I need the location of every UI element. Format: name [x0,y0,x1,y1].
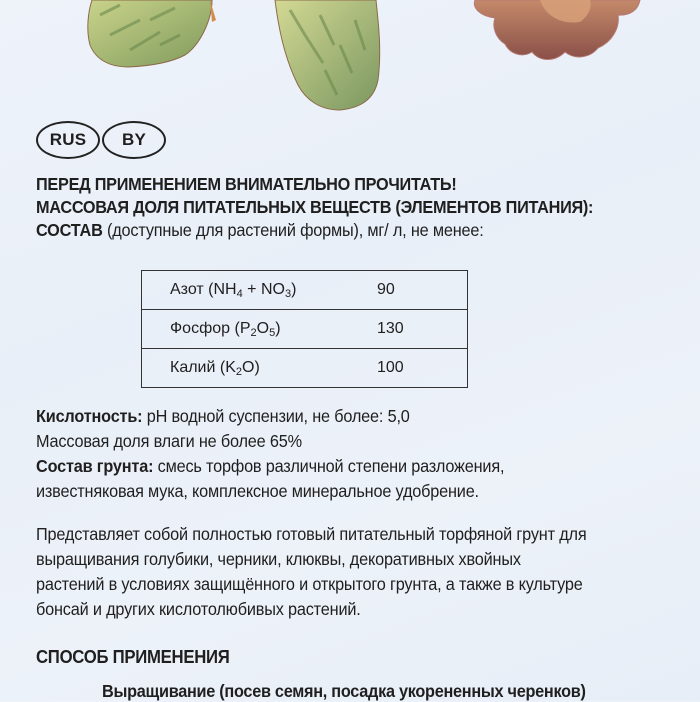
nutrient-table [141,270,468,388]
description-line: бонсай и других кислотолюбивых растений. [36,599,361,619]
usage-subheading: Выращивание (посев семян, посадка укорененных черенков) [102,681,586,701]
description-line: Представляет собой полностью готовый питательный торфяной грунт для [36,524,587,544]
soil-value: смесь торфов различной степени разложения, [153,456,505,476]
nutrient-value: 100 [377,349,468,388]
warning-heading: ПЕРЕД ПРИМЕНЕНИЕМ ВНИМАТЕЛЬНО ПРОЧИТАТЬ! [36,174,457,194]
description-line: выращивания голубики, черники, клюквы, декоративных хвойных [36,549,521,569]
green-cone-middle-icon [275,0,380,110]
pine-cone-illustration [0,0,700,120]
nutrient-name: Фосфор $(P_2O_5)$ [142,310,378,349]
composition-line [36,220,484,241]
soil-label: Состав грунта: [36,456,154,476]
nutrient-name: Азот $(NH_4 + NO_3)$ [142,271,378,310]
acidity-label: Кислотность: [36,406,143,426]
composition-label: СОСТАВ [36,220,103,240]
table-row [142,349,468,388]
badge-by: BY [102,121,166,159]
nutrient-value: 130 [377,310,468,349]
nutrients-heading: МАССОВАЯ ДОЛЯ ПИТАТЕЛЬНЫХ ВЕЩЕСТВ (ЭЛЕМЕНТОВ ПИТАНИЯ): [36,197,594,217]
composition-text: (доступные для растений формы), мг/ л, не менее: [102,220,484,240]
nutrient-value: 90 [377,271,468,310]
acidity-value: pH водной суспензии, не более: 5,0 [142,406,410,426]
nutrient-name: Калий $(K_2O)$ [142,349,378,388]
badge-rus: RUS [36,121,100,159]
soil-line-2: известняковая мука, комплексное минеральное удобрение. [36,481,479,501]
acidity-line [36,406,410,427]
soil-line [36,456,504,477]
country-badges [36,121,166,159]
green-cone-left-icon [88,0,212,67]
usage-heading: СПОСОБ ПРИМЕНЕНИЯ [36,647,230,667]
description-line: растений в условиях защищённого и открытого грунта, а также в культуре [36,574,583,594]
table-row [142,271,468,310]
table-row [142,310,468,349]
moisture-line: Массовая доля влаги не более 65% [36,431,302,451]
